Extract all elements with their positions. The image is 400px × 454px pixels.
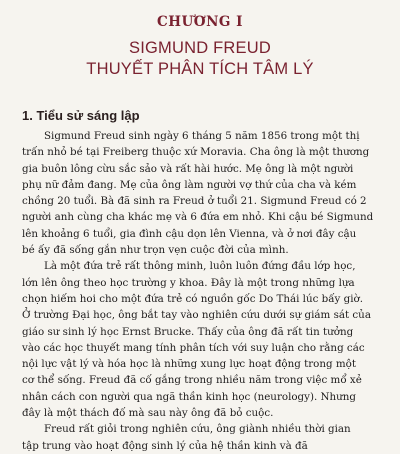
text-line: đây là một thách đố mà sau này ông đã bỏ cuộc. <box>22 407 274 420</box>
text-line: lớn lên ông theo học trường y khoa. Đây là một trong những lựa <box>22 276 355 289</box>
text-line: gia buôn lông cừu sắc sảo và rất hài hước. Mẹ ông là một người <box>22 162 354 175</box>
text-line: lên khoảng 6 tuổi, gia đình cậu dọn lên Vienna, và ở nơi đây cậu <box>22 227 357 240</box>
paragraph-1 <box>22 128 390 258</box>
text-line: giáo sư sinh lý học Ernst Brucke. Thấy của ông đã rất tin tưởng <box>22 325 354 338</box>
text-line: vào các học thuyết mang tính phân tích với suy luận cho rằng các <box>22 341 365 354</box>
text-line: bé ấy đã sống gắn như trọn vẹn cuộc đời của mình. <box>22 244 289 257</box>
text-line: Ở trường Đại học, ông bắt tay vào nghiên cứu dưới sự giám sát của <box>22 309 371 322</box>
text-line: phụ nữ đảm đang. Mẹ của ông làm người vợ thứ của cha và kém <box>22 178 357 191</box>
text-line: Sigmund Freud sinh ngày 6 tháng 5 năm 1856 trong một thị <box>44 130 360 142</box>
text-line: chọn hiếm hoi cho một đứa trẻ có nguồn gốc Do Thái lúc bấy giờ. <box>22 292 363 305</box>
chapter-title-line-1: SIGMUND FREUD <box>129 39 271 57</box>
body-text <box>22 128 390 454</box>
text-line: cơ thể sống. Freud đã cố gắng trong nhiều năm trong việc mổ xẻ <box>22 374 362 387</box>
text-line: Freud rất giỏi trong nghiên cứu, ông giành nhiều thời gian <box>44 423 351 436</box>
text-line: chồng 20 tuổi. Bà đã sinh ra Freud ở tuổi 21. Sigmund Freud có 2 <box>22 195 367 208</box>
paragraph-3 <box>22 421 390 454</box>
text-line: tập trung vào hoạt động sinh lý của hệ thần kinh và đã <box>22 439 308 452</box>
text-line: trấn nhỏ bé tại Freiberg thuộc xứ Moravia. Cha ông là một thương <box>22 146 370 159</box>
chapter-title-line-2: THUYẾT PHÂN TÍCH TÂM LÝ <box>86 60 314 78</box>
text-line: nhân cách con người qua ngã thần kinh học (neurology). Nhưng <box>22 390 357 403</box>
text-line: Là một đứa trẻ rất thông minh, luôn luôn đứng đầu lớp học, <box>44 260 356 273</box>
chapter-label: CHƯƠNG I <box>157 14 243 30</box>
section-heading: 1. Tiểu sử sáng lập <box>22 108 140 123</box>
text-line: người anh cùng cha khác mẹ và 6 đứa em nhỏ. Khi cậu bé Sigmund <box>22 211 374 224</box>
paragraph-2 <box>22 258 390 421</box>
text-line: nội lực vật lý và hóa học là những xung lực hoạt động trong một <box>22 358 356 371</box>
